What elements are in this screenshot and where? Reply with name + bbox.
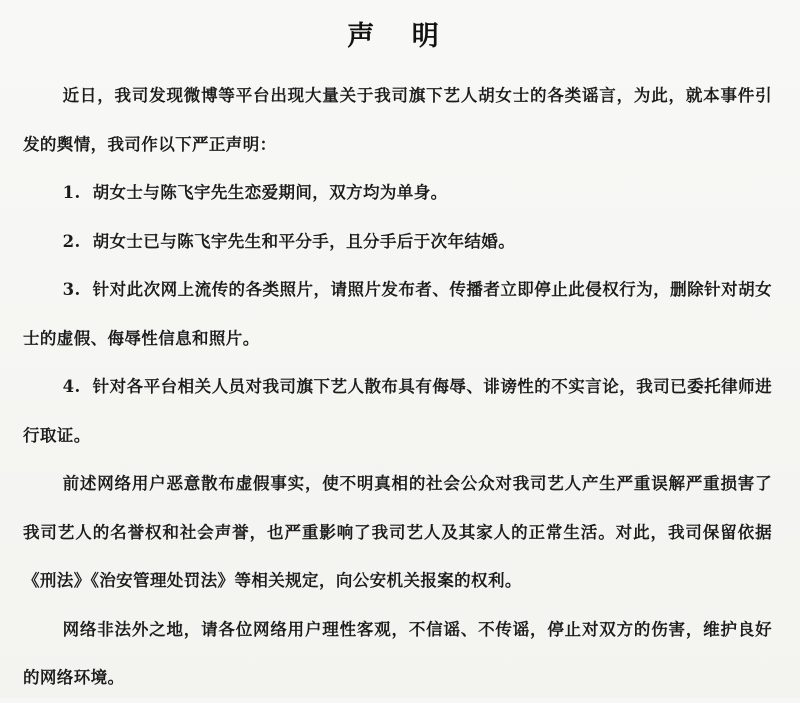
intro-paragraph: 近日，我司发现微博等平台出现大量关于我司旗下艺人胡女士的各类谣言，为此，就本事件引发的舆情，我司作以下严正声明： <box>23 86 772 154</box>
statement-item-4 <box>23 363 772 460</box>
document-title: 声 明 <box>347 21 453 52</box>
statement-item-1 <box>23 169 772 218</box>
document-body <box>23 72 772 703</box>
item-number: 1. <box>62 183 81 202</box>
item-text: 针对此次网上流传的各类照片，请照片发布者、传播者立即停止此侵权行为，删除针对胡女士的虚假、侮辱性信息和照片。 <box>23 280 772 348</box>
item-number: 2. <box>62 231 81 251</box>
item-number: 3. <box>62 280 81 299</box>
consequence-paragraph: 前述网络用户恶意散布虚假事实，使不明真相的社会公众对我司艺人产生严重误解严重损害了我司艺人的名誉权和社会声誉，也严重影响了我司艺人及其家人的正常生活。对此，我司保留依据《刑法》《治安管理处罚法》等相关规定，向公安机关报案的权利。 <box>23 474 772 590</box>
item-text: 胡女士已与陈飞宇先生和平分手，且分手后于次年结婚。 <box>92 231 516 251</box>
statement-item-3 <box>23 266 772 363</box>
item-number: 4. <box>62 377 81 396</box>
closing-paragraph: 网络非法外之地，请各位网络用户理性客观，不信谣、不传谣，停止对双方的伤害，维护良好的网络环境。 <box>23 619 772 687</box>
item-text: 针对各平台相关人员对我司旗下艺人散布具有侮辱、诽谤性的不实言论，我司已委托律师进行取证。 <box>23 377 772 445</box>
item-text: 胡女士与陈飞宇先生恋爱期间，双方均为单身。 <box>92 183 448 202</box>
statement-item-2 <box>23 218 772 267</box>
